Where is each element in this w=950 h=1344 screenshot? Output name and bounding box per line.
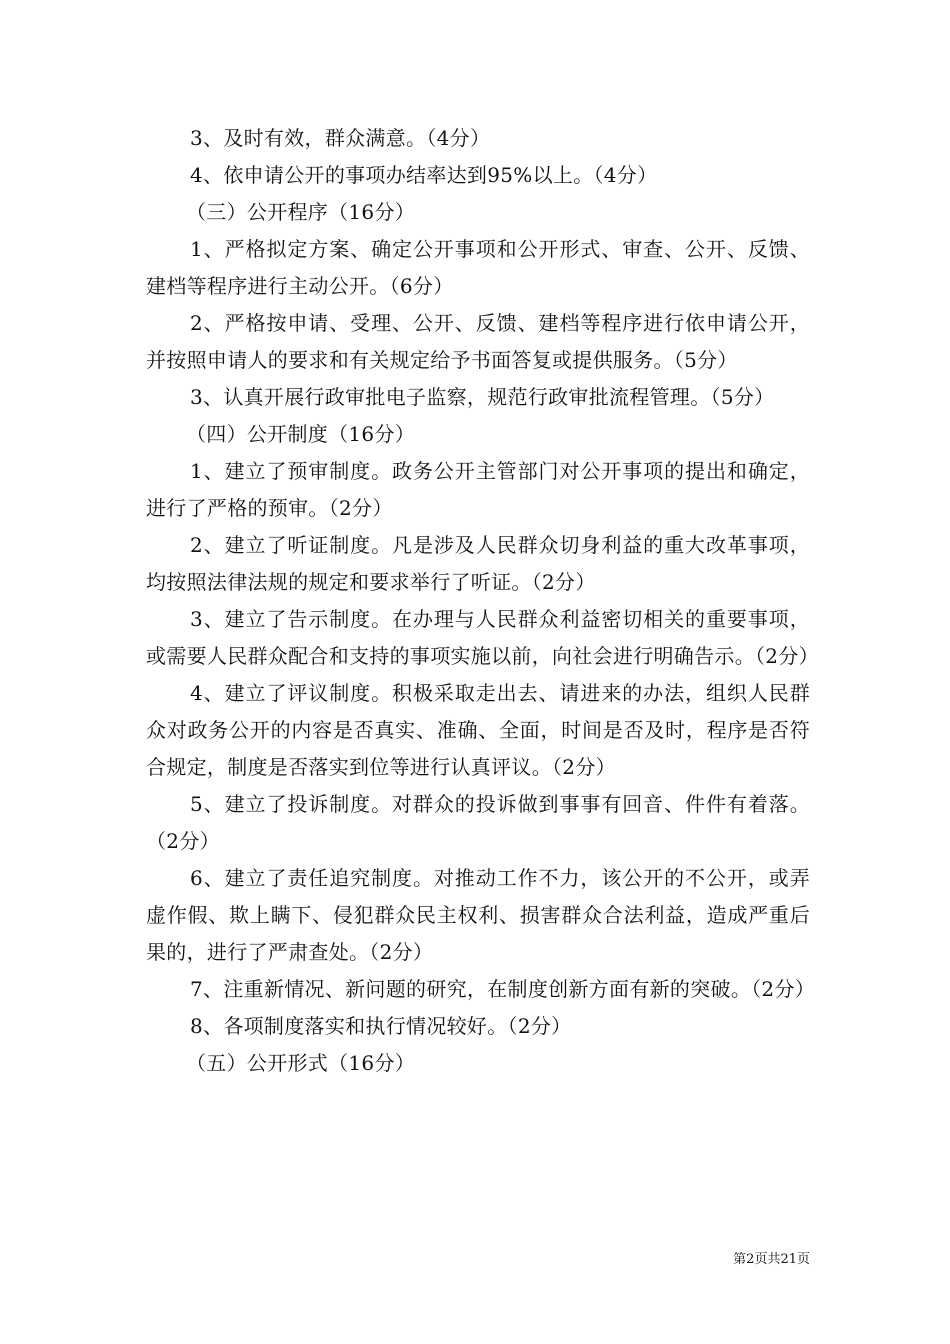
list-item: 1、建立了预审制度。政务公开主管部门对公开事项的提出和确定，进行了严格的预审。（2分） (146, 459, 810, 520)
section-heading: （三）公开程序（16分） (186, 200, 416, 224)
list-item: 1、严格拟定方案、确定公开事项和公开形式、审查、公开、反馈、建档等程序进行主动公开。（6分） (146, 237, 810, 298)
list-item: 3、建立了告示制度。在办理与人民群众利益密切相关的重要事项，或需要人民群众配合和支持的事项实施以前，向社会进行明确告示。（2分） (146, 607, 819, 668)
list-item: 4、依申请公开的事项办结率达到95%以上。（4分） (190, 163, 658, 187)
section-heading: （五）公开形式（16分） (186, 1051, 416, 1075)
list-item: 7、注重新情况、新问题的研究，在制度创新方面有新的突破。（2分） (190, 977, 816, 1001)
list-item: 3、认真开展行政审批电子监察，规范行政审批流程管理。（5分） (190, 385, 775, 409)
list-item: 2、建立了听证制度。凡是涉及人民群众切身利益的重大改革事项，均按照法律法规的规定和要求举行了听证。（2分） (146, 533, 810, 594)
list-item: 4、建立了评议制度。积极采取走出去、请进来的办法，组织人民群众对政务公开的内容是否真实、准确、全面，时间是否及时，程序是否符合规定，制度是否落实到位等进行认真评议。（2分） (146, 681, 810, 779)
section-heading: （四）公开制度（16分） (186, 422, 416, 446)
body-text (146, 120, 819, 1082)
list-item: 8、各项制度落实和执行情况较好。（2分） (190, 1014, 572, 1038)
list-item: 6、建立了责任追究制度。对推动工作不力，该公开的不公开，或弄虚作假、欺上瞒下、侵犯群众民主权利、损害群众合法利益，造成严重后果的，进行了严肃查处。（2分） (146, 866, 810, 964)
list-item: 3、及时有效，群众满意。（4分） (190, 126, 491, 150)
list-item: 5、建立了投诉制度。对群众的投诉做到事事有回音、件件有着落。（2分） (146, 792, 810, 853)
list-item: 2、严格按申请、受理、公开、反馈、建档等程序进行依申请公开，并按照申请人的要求和有关规定给予书面答复或提供服务。（5分） (146, 311, 810, 372)
page-number: 第2页共21页 (733, 1252, 810, 1267)
